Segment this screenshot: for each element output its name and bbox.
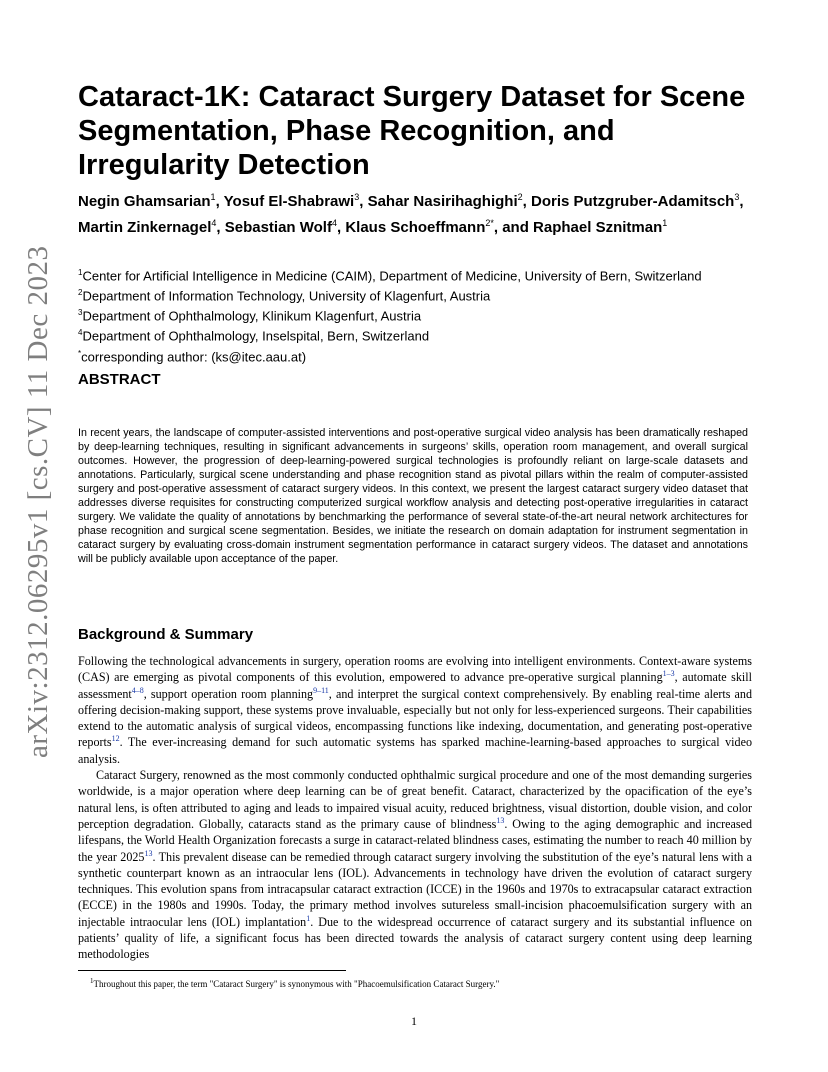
author-name: Martin Zinkernagel <box>78 218 212 236</box>
author-list: Negin Ghamsarian$^1$, Yosuf El-Shabrawi$^3$, Sahar Nasirihaghighi$^2$, Doris Putzgruber-Adamitsch$^3$, Martin Zinkernagel$^4$, Sebastian Wolf$^4$, Klaus Schoeffmann$^{2*}$, and Raphael Sznitman$^1$ <box>78 192 744 236</box>
author-name: Negin Ghamsarian <box>78 193 211 210</box>
arxiv-identifier[interactable]: arXiv:2312.06295v1 [cs.CV] 11 Dec 2023 <box>22 245 54 758</box>
affiliation-list <box>78 265 778 366</box>
author-name: Klaus Schoeffmann <box>345 218 486 236</box>
author-affiliation-marker: 4 <box>211 217 217 228</box>
citation-link[interactable]: 4–8 <box>131 685 144 695</box>
abstract-text: In recent years, the landscape of computer-assisted interventions and post-operative surgical video analysis has been dramatically reshaped by deep-learning techniques, resulting in significant advancements in surgeons’ skills, operation room management, and overall surgical outcomes. However, the progression of deep-learning-powered surgical technologies is profoundly reliant on large-scale datasets and annotations. Particularly, surgical scene understanding and phase recognition stand as pivotal pillars within the realm of computer-assisted surgery and post-operative assessment of cataract surgery videos. In this context, we present the largest cataract surgery video dataset that addresses diverse requisites for constructing computerized surgical workflow analysis and detecting post-operative irregularities in cataract surgery. We validate the quality of annotations by benchmarking the performance of several state-of-the-art neural network architectures for phase recognition and surgical scene segmentation. Besides, we initiate the research on domain adaptation for instrument segmentation in cataract surgery by evaluating cross-domain instrument segmentation performance in cataract surgery videos. The dataset and annotations will be publicly available upon acceptance of the paper. <box>78 427 748 565</box>
affiliation-marker: 1 <box>78 268 83 277</box>
section-heading: Background & Summary <box>78 626 254 643</box>
affiliation-line <box>78 265 778 285</box>
affiliation-marker: 4 <box>78 328 83 338</box>
footnote-divider <box>78 970 346 971</box>
affiliation-text: Department of Information Technology, University of Klagenfurt, Austria <box>82 288 491 304</box>
affiliation-line <box>78 325 778 345</box>
author-name: Yosuf El-Shabrawi <box>223 193 355 210</box>
affiliation-line <box>78 346 778 366</box>
author-name: Sahar Nasirihaghighi <box>367 193 518 210</box>
paper-title: Cataract-1K: Cataract Surgery Dataset for Scene Segmentation, Phase Recognition, and Irregularity Detection <box>78 81 746 181</box>
affiliation-text: Department of Ophthalmology, Klinikum Klagenfurt, Austria <box>82 308 422 324</box>
author-affiliation-marker: 2* <box>485 217 494 228</box>
author-name: Raphael Sznitman <box>533 218 663 236</box>
author-affiliation-marker: 1 <box>210 192 216 202</box>
footnote-text: Throughout this paper, the term "Cataract Surgery" is synonymous with "Phacoemulsification Cataract Surgery." <box>93 979 500 989</box>
body-text-run: , support operation room planning <box>143 686 314 701</box>
author-affiliation-marker: 2 <box>517 192 523 202</box>
citation-link[interactable]: 13 <box>496 815 505 825</box>
citation-link[interactable]: 9–11 <box>313 685 329 695</box>
citation-link[interactable]: 12 <box>111 734 120 744</box>
body-text-run: . This prevalent disease can be remedied through cataract surgery involving the substitution of the eye’s natural lens with a synthetic counterpart known as an intraocular lens (IOL). Advancements in technology have driven the evolution of cataract surgery techniques. This evolution spans from intracapsular cataract extraction (ICCE) in the 1960s and 1970s to extracapsular cataract extraction (ECCE) in the 1980s and 1990s. Today, the primary method involves sutureless small-incision phacoemulsification surgery with an injectable intraocular lens (IOL) implantation <box>78 849 752 929</box>
author-affiliation-marker: 3 <box>354 192 360 202</box>
body-text-run: . Due to the widespread occurrence of cataract surgery and its substantial influence on patients’ quality of life, a significant focus has been directed towards the analysis of cataract surgery content using deep learning methodologies <box>78 914 752 962</box>
abstract-heading: ABSTRACT <box>78 371 161 388</box>
body-text-run: , automate skill assessment <box>78 670 752 701</box>
author-name: Sebastian Wolf <box>224 218 332 236</box>
body-text-run: . The ever-increasing demand for such automatic systems has sparked machine-learning-based approaches to surgical video analysis. <box>78 735 752 766</box>
page-number: 1 <box>411 1014 417 1028</box>
body-paragraph-2 <box>78 767 752 963</box>
body-text-run: Cataract Surgery, renowned as the most commonly conducted ophthalmic surgical procedure and one of the most demanding surgeries worldwide, is a major operation where deep learning can be of great benefit. Cataract, characterized by the opacification of the eye’s natural lens, is often attributed to aging and leads to impaired visual acuity, reduced brightness, visual distortion, double vision, and color perception degradation. Globally, cataracts stand as the primary cause of blindness <box>78 768 752 831</box>
affiliation-text: corresponding author: (ks@itec.aau.at) <box>81 348 307 364</box>
author-name: Doris Putzgruber-Adamitsch <box>530 193 735 210</box>
section-body <box>78 653 752 963</box>
body-paragraph-1 <box>78 653 752 767</box>
affiliation-marker: * <box>78 348 82 358</box>
body-text-run: Following the technological advancements in surgery, operation rooms are evolving into intelligent environments. Context-aware systems (CAS) are emerging as pivotal components of this evolution, empowered to advance pre-operative surgical planning <box>78 654 752 685</box>
footnote <box>90 975 750 990</box>
affiliation-marker: 2 <box>78 288 83 298</box>
affiliation-line <box>78 285 778 305</box>
affiliation-line <box>78 305 778 325</box>
author-affiliation-marker: 4 <box>331 217 337 228</box>
affiliation-text: Department of Ophthalmology, Inselspital, Bern, Switzerland <box>82 328 430 344</box>
affiliation-text: Center for Artificial Intelligence in Medicine (CAIM), Department of Medicine, University of Bern, Switzerland <box>82 268 702 284</box>
affiliation-marker: 3 <box>78 308 83 318</box>
body-text-run: , and interpret the surgical context comprehensively. By enabling real-time alerts and offering decision-making support, these systems prove invaluable, especially but not only for less-experienced surgeons. Their capabilities extend to the automatic analysis of surgical videos, encompassing functions like indexing, documentation, and generating post-operative reports <box>78 686 752 750</box>
body-text-run: . Owing to the aging demographic and increased lifespans, the World Health Organization forecasts a surge in cataract-related blindness cases, estimating the number to reach 40 million by the year 2025 <box>78 816 752 864</box>
citation-link[interactable]: 1–3 <box>662 669 675 679</box>
citation-link[interactable]: 13 <box>144 848 153 858</box>
footnote-marker: 1 <box>90 977 94 985</box>
citation-link[interactable]: 1 <box>306 913 311 923</box>
author-affiliation-marker: 1 <box>662 217 668 228</box>
author-affiliation-marker: 3 <box>734 192 740 202</box>
